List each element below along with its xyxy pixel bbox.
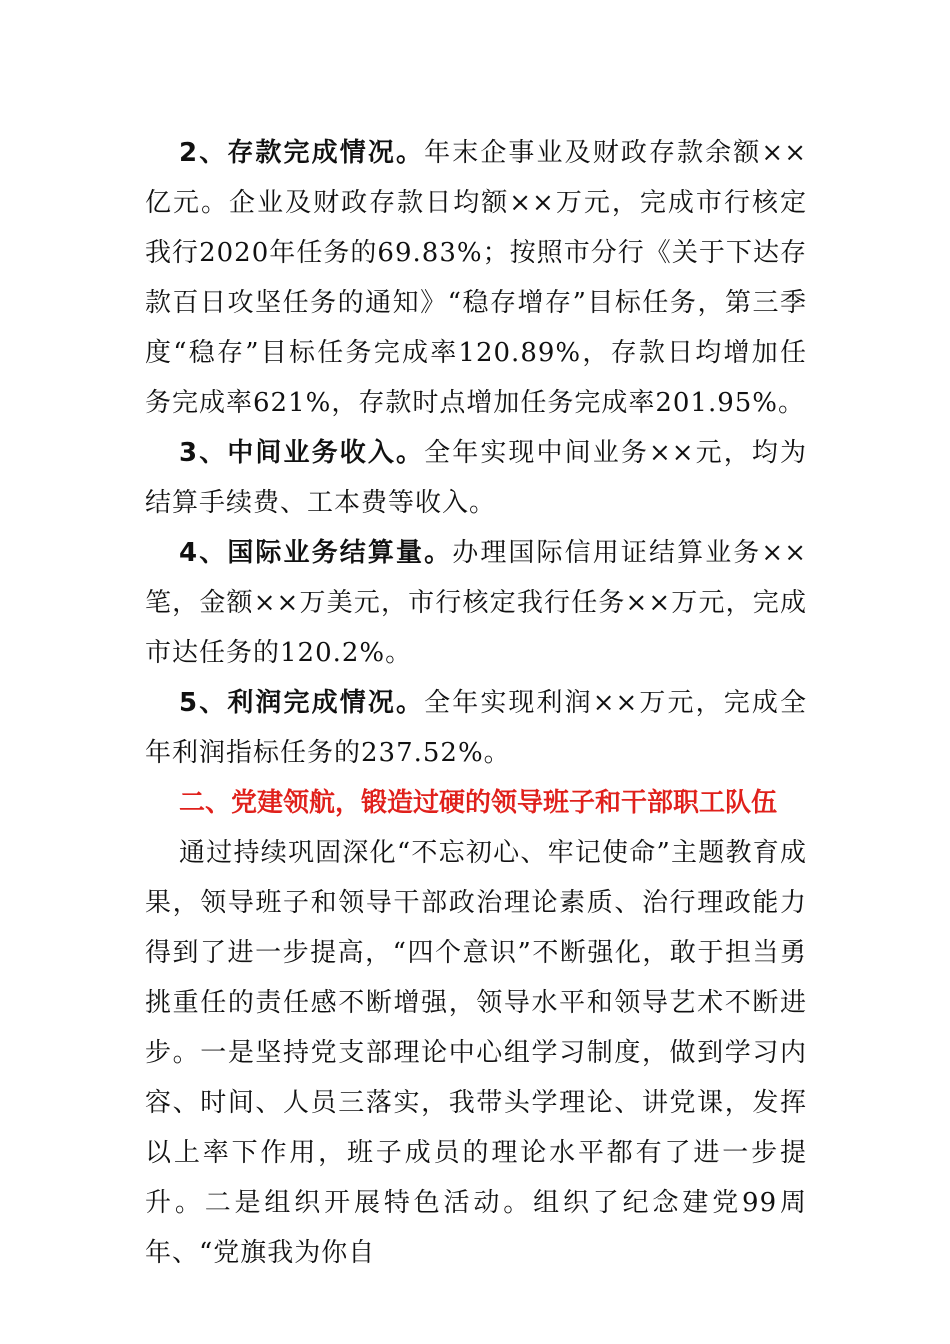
paragraph-text: 年末企事业及财政存款余额××亿元。企业及财政存款日均额××万元，完成市行核定我行2020年任务的69.83%；按照市分行《关于下达存款百日攻坚任务的通知》“稳存增存”目标任务，第三季度“稳存”目标任务完成率120.89%，存款日均增加任务完成率621%，存款时点增加任务完成率201.95%。 (145, 138, 807, 418)
paragraph-heading: 利润完成情况。 (227, 688, 425, 718)
section-body-paragraph: 通过持续巩固深化“不忘初心、牢记使命”主题教育成果，领导班子和领导干部政治理论素质、治行理政能力得到了进一步提高，“四个意识”不断强化，敢于担当勇挑重任的责任感不断增强，领导水平和领导艺术不断进步。一是坚持党支部理论中心组学习制度，做到学习内容、时间、人员三落实，我带头学理论、讲党课，发挥以上率下作用，班子成员的理论水平都有了进一步提升。二是组织开展特色活动。组织了纪念建党99周年、“党旗我为你自 (145, 838, 807, 1268)
paragraph-text: 全年实现中间业务××元，均为结算手续费、工本费等收入。 (145, 438, 807, 518)
paragraph-number: 5、 (179, 688, 228, 718)
paragraph-profit (145, 678, 807, 778)
paragraph-heading: 中间业务收入。 (227, 438, 425, 468)
paragraph-deposits (145, 128, 807, 428)
paragraph-text: 全年实现利润××万元，完成全年利润指标任务的237.52%。 (145, 688, 807, 768)
paragraph-number: 4、 (179, 538, 228, 568)
section-heading: 二、党建领航，锻造过硬的领导班子和干部职工队伍 (179, 788, 778, 818)
paragraph-number: 2、 (179, 138, 228, 168)
paragraph-international-settlement (145, 528, 807, 678)
paragraph-intermediary-income (145, 428, 807, 528)
paragraph-number: 3、 (179, 438, 228, 468)
paragraph-heading: 国际业务结算量。 (227, 538, 453, 568)
paragraph-text: 办理国际信用证结算业务××笔，金额××万美元，市行核定我行任务××万元，完成市达任务的120.2%。 (145, 538, 807, 668)
paragraph-heading: 存款完成情况。 (227, 138, 425, 168)
document-body (145, 128, 807, 1278)
